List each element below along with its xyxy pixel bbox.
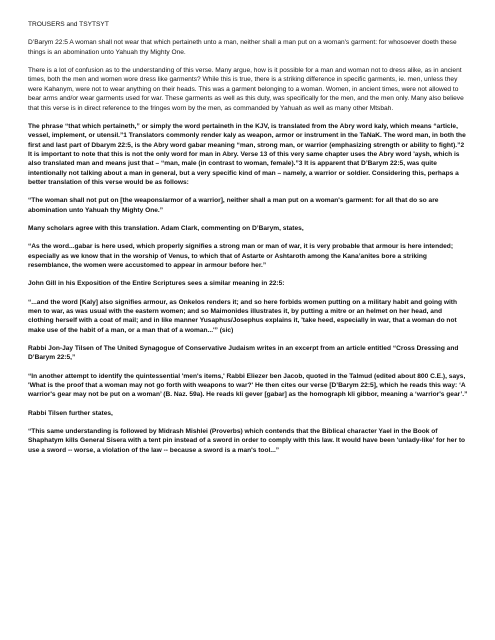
paragraph: “The woman shall not put on [the weapons/armor of a warrior], neither shall a man put on a woman's garment: for all that do so are abomination unto Yahuah thy Mighty One.” xyxy=(28,197,439,214)
paragraph: The phrase “that which pertaineth,” or simply the word pertaineth in the KJV, is translated from the Abry word kaly, which means “article, vessel, implement, or utensil.”1 Translators commonly render kaly as weapon, armor or instrument in the TaNaK. The word man, in both the first and last part of Dbarym 22:5, is the Abry word gabar meaning “man, strong man, or warrior (emphasizing strength or ability to fight).”2 It is important to note that this is not the only word for man in Abry. Verse 13 of this very same chapter uses the Abry word 'aysh, which is also translated man and means just that – “man, male (in contrast to woman, female).”3 It is apparent that D’Barym 22:5, was quite intentionally not talking about a man in general, but a very specific kind of man – namely, a warrior or soldier. Considering this, perhaps a better translation of this verse would be as follows: xyxy=(28,122,466,187)
paragraph: “...and the word [Kaly] also signifies armour, as Onkelos renders it; and so here forbids women putting on a military habit and going with men to war, as was usual with the eastern women; and so Maimonides illustrates it, by putting a mitre or an helmet on her head, and clothing herself with a coat of mail; and in like manner Yusaphus/Josephus explains it, 'take heed, especially in war, that a woman do not make use of the habit of a man, or a man that of a woman...'” (sic) xyxy=(28,298,458,334)
paragraph: John Gill in his Exposition of the Entire Scriptures sees a similar meaning in 22:5: xyxy=(28,280,285,288)
paragraph: D’Barym 22:5 A woman shall not wear that which pertaineth unto a man, neither shall a man put on a woman's garment: for whosoever doeth these things is an abomination unto Yahuah thy Mighty One. xyxy=(28,39,457,56)
paragraph: “In another attempt to identify the quintessential 'men's items,' Rabbi Eliezer ben Jacob, quoted in the Talmud (edited about 800 C.E.), says, 'What is the proof that a woman may not go forth with weapons to war?' He then cites our verse [D’Barym 22:5], which he reads this way: ‘A warrior's gear may not be put on a woman’ (B. Naz. 59a). He reads kli gever [gabar] as the homograph kli gibbor, meaning a ‘warrior's gear’.” xyxy=(28,372,468,399)
document-title: TROUSERS and TSYTSYT xyxy=(28,21,109,28)
paragraph: Rabbi Tilsen further states, xyxy=(28,409,113,417)
paragraph: Rabbi Jon-Jay Tilsen of The United Synagogue of Conservative Judaism writes in an excerpt from an article entitled “Cross Dressing and D’Barym 22:5,” xyxy=(28,344,459,362)
paragraph: There is a lot of confusion as to the understanding of this verse. Many argue, how is it possible for a man and woman not to dress alike, as in ancient times, both the men and women wore dress like garments? While this is true, there is a striking difference in specific garments, ie. men, unless they were Kahanym, were not to wear anything on their heads. This was a garment belonging to a woman. Women, in ancient times, were not allowed to bear arms and/or wear garments used for war. These garments as well as this duty, was specifically for the men, and the men only. Many also believe that this verse is in direct reference to the fringes worn by the men, as commanded by Yahuah as well as many other Mtsbah. xyxy=(28,67,464,112)
paragraph: “As the word...gabar is here used, which properly signifies a strong man or man of war, it is very probable that armour is here intended; especially as we know that in the worship of Venus, to which that of Astarte or Ashtaroth among the Kana’anites bore a striking resemblance, the women were accustomed to appear in armour before her.” xyxy=(28,243,454,270)
paragraph: Many scholars agree with this translation. Adam Clark, commenting on D’Barym, states, xyxy=(28,225,304,233)
paragraph: “This same understanding is followed by Midrash Mishlei (Proverbs) which contends that the Biblical character Yael in the Book of Shaphatym kills General Sisera with a tent pin instead of a sword in order to comply with this law. It would have been 'unlady-like' for her to use a sword -- worse, a violation of the law -- because a sword is a man's tool...” xyxy=(28,427,466,454)
document-page xyxy=(28,20,468,464)
